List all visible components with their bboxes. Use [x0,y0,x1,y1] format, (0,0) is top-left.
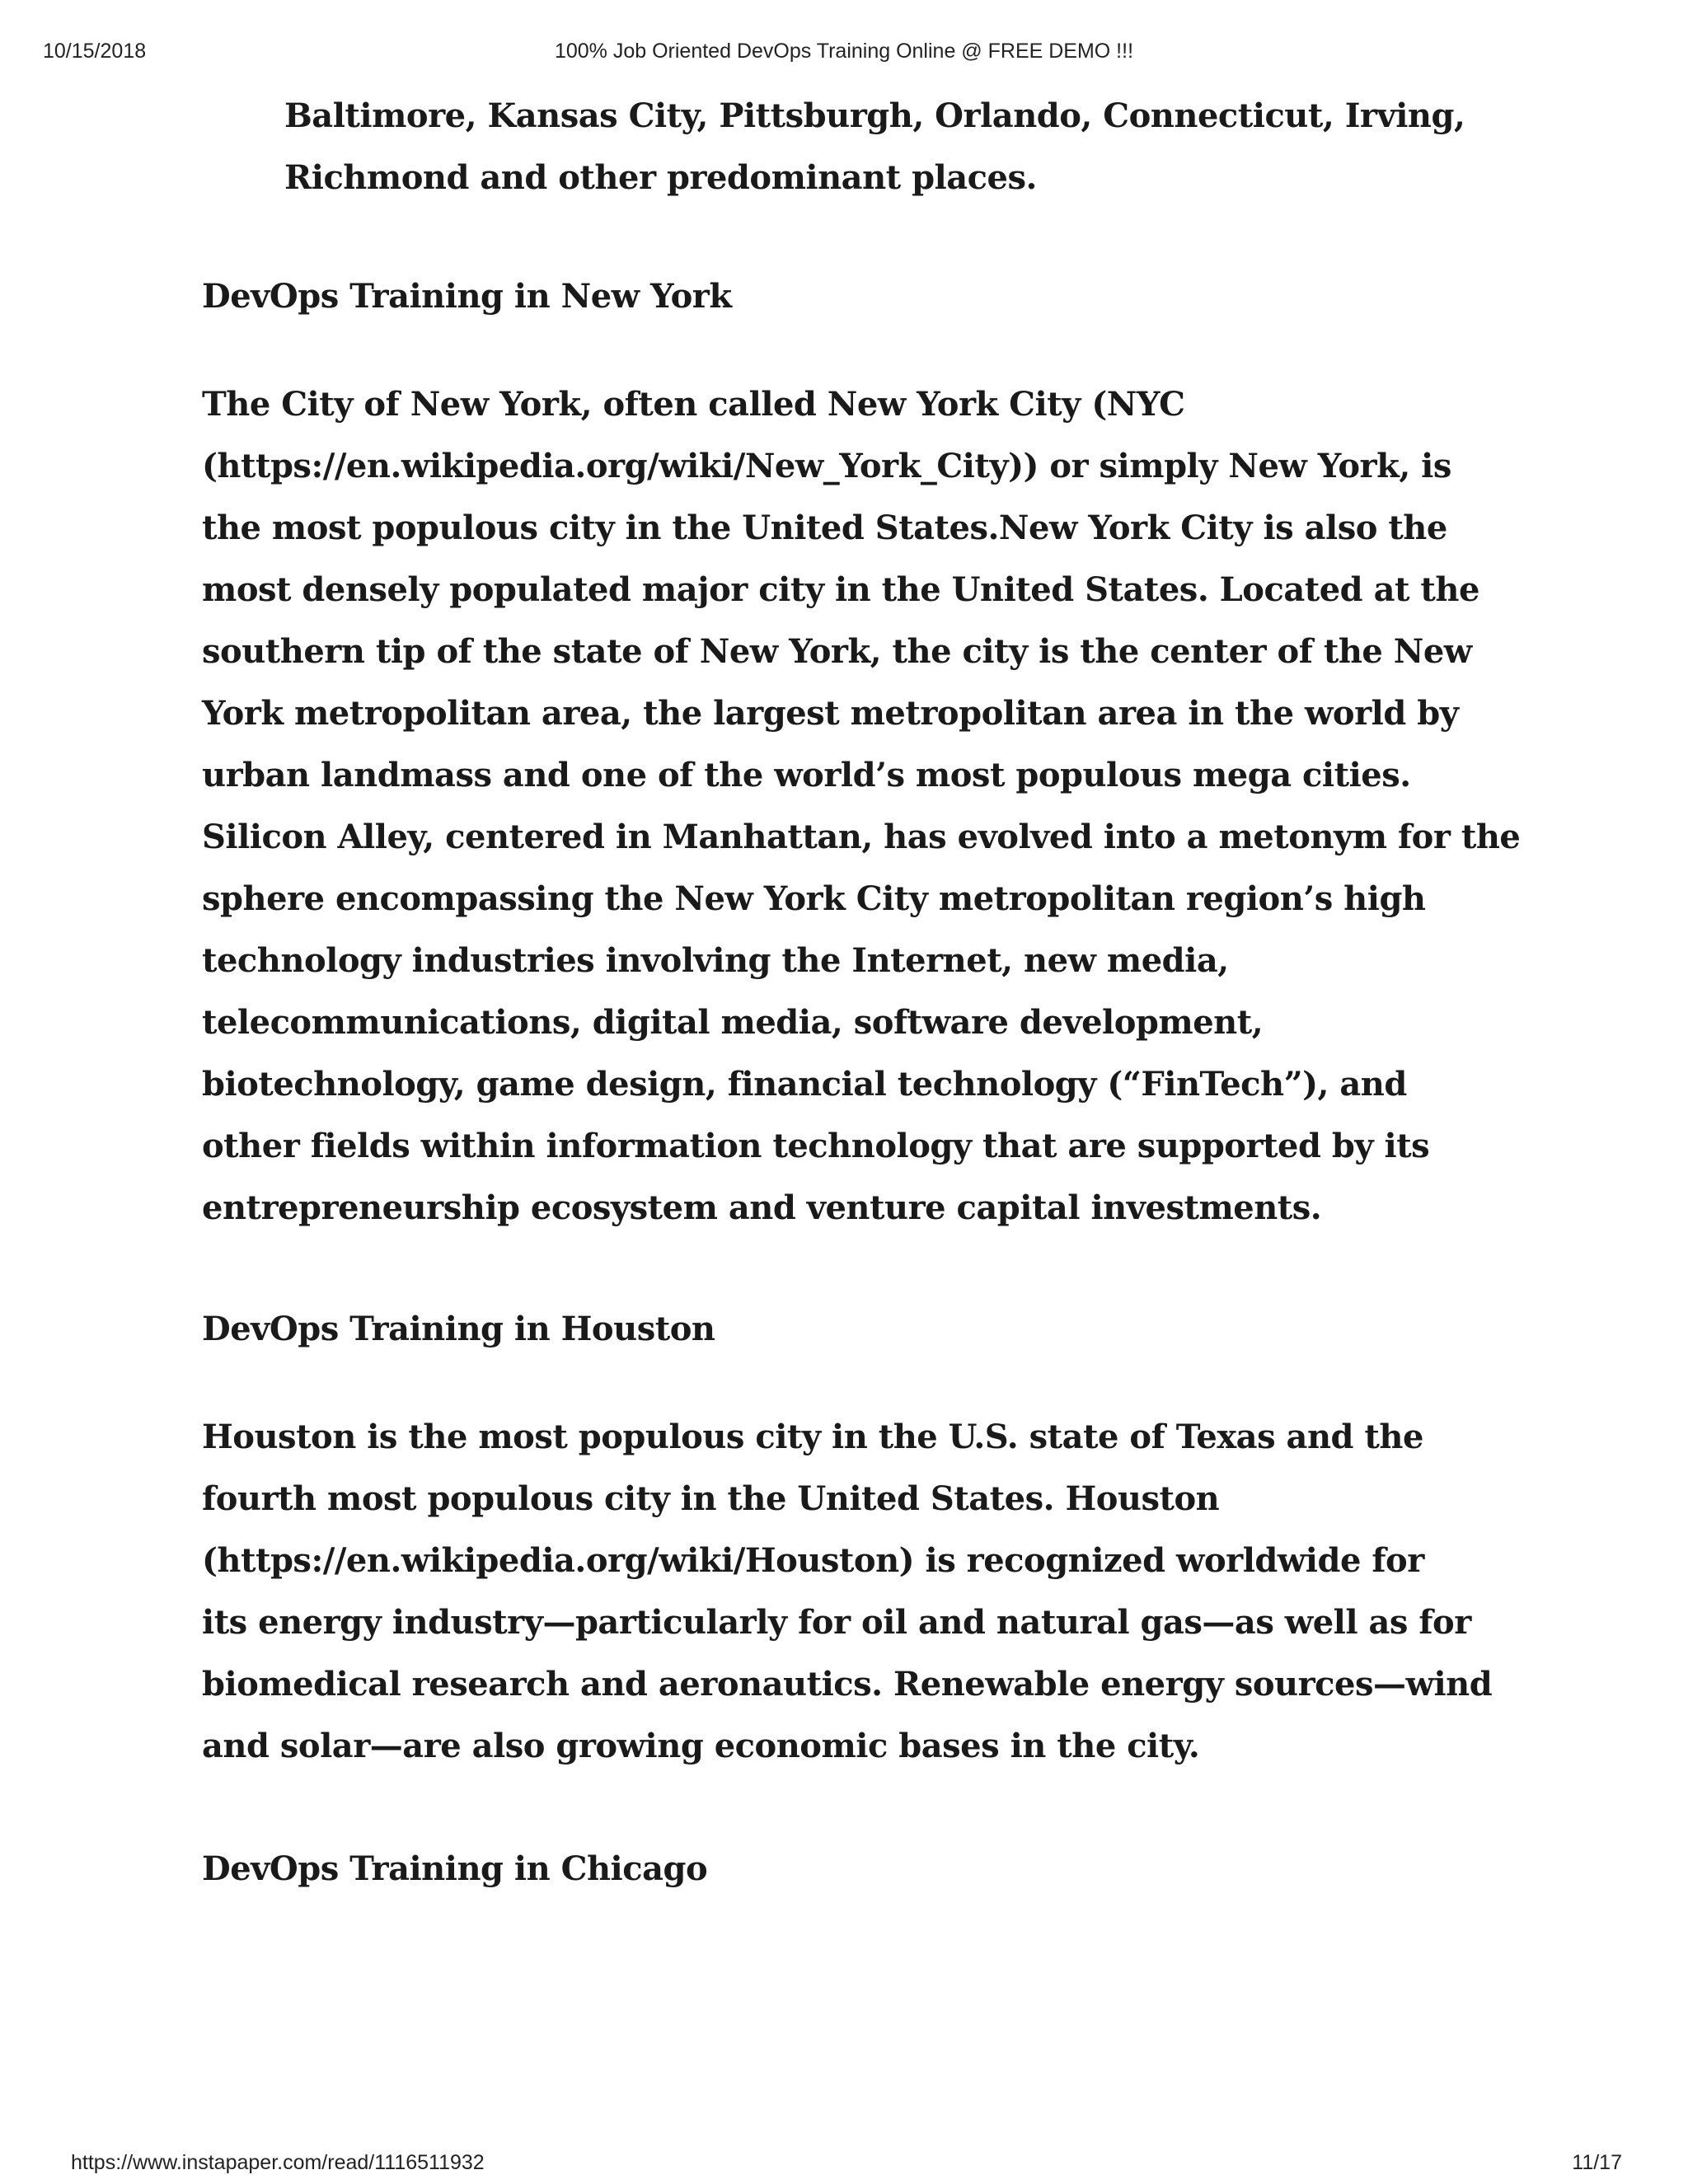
text-line: entrepreneurship ecosystem and venture capital investments. [202,1188,1322,1227]
print-date: 10/15/2018 [43,40,147,63]
print-header [0,40,1688,73]
text-line: and solar—are also growing economic bases in the city. [202,1727,1200,1765]
section-heading-houston: DevOps Training in Houston [202,1310,715,1348]
text-line: most densely populated major city in the United States. Located at the [202,570,1479,609]
text-line: York metropolitan area, the largest metropolitan area in the world by [202,694,1459,733]
text-line: biotechnology, game design, financial technology (“FinTech”), and [202,1065,1407,1104]
text-line: southern tip of the state of New York, the city is the center of the New [202,632,1472,671]
print-footer [0,2151,1688,2184]
print-page-title: 100% Job Oriented DevOps Training Online @ FREE DEMO !!! [554,40,1134,63]
print-page-number: 11/17 [1572,2151,1622,2174]
text-line: Baltimore, Kansas City, Pittsburgh, Orlando, Connecticut, Irving, [284,96,1465,135]
text-line: fourth most populous city in the United States. Houston [202,1479,1220,1518]
text-line: (https://en.wikipedia.org/wiki/New_York_City)) or simply New York, is [202,447,1451,485]
print-source-url: https://www.instapaper.com/read/1116511932 [71,2151,485,2174]
text-line: The City of New York, often called New York City (NYC [202,385,1185,424]
text-line: other fields within information technology that are supported by its [202,1127,1430,1165]
paragraph-new-york [202,373,1521,1239]
text-line: sphere encompassing the New York City metropolitan region’s high [202,879,1426,918]
text-line: technology industries involving the Internet, new media, [202,941,1229,980]
section-heading-new-york: DevOps Training in New York [202,277,732,316]
section-heading-chicago: DevOps Training in Chicago [202,1849,708,1888]
intro-list-continuation [284,85,1488,209]
text-line: biomedical research and aeronautics. Renewable energy sources—wind [202,1665,1493,1704]
text-line: Houston is the most populous city in the U.S. state of Texas and the [202,1418,1423,1456]
text-line: its energy industry—particularly for oil and natural gas—as well as for [202,1603,1471,1642]
text-line: (https://en.wikipedia.org/wiki/Houston) is recognized worldwide for [202,1541,1424,1580]
text-line: urban landmass and one of the world’s most populous mega cities. [202,756,1411,794]
paragraph-houston [202,1406,1504,1777]
text-line: Silicon Alley, centered in Manhattan, has evolved into a metonym for the [202,818,1521,856]
text-line: Richmond and other predominant places. [284,158,1037,197]
text-line: the most populous city in the United States.New York City is also the [202,509,1447,547]
text-line: telecommunications, digital media, software development, [202,1003,1264,1042]
